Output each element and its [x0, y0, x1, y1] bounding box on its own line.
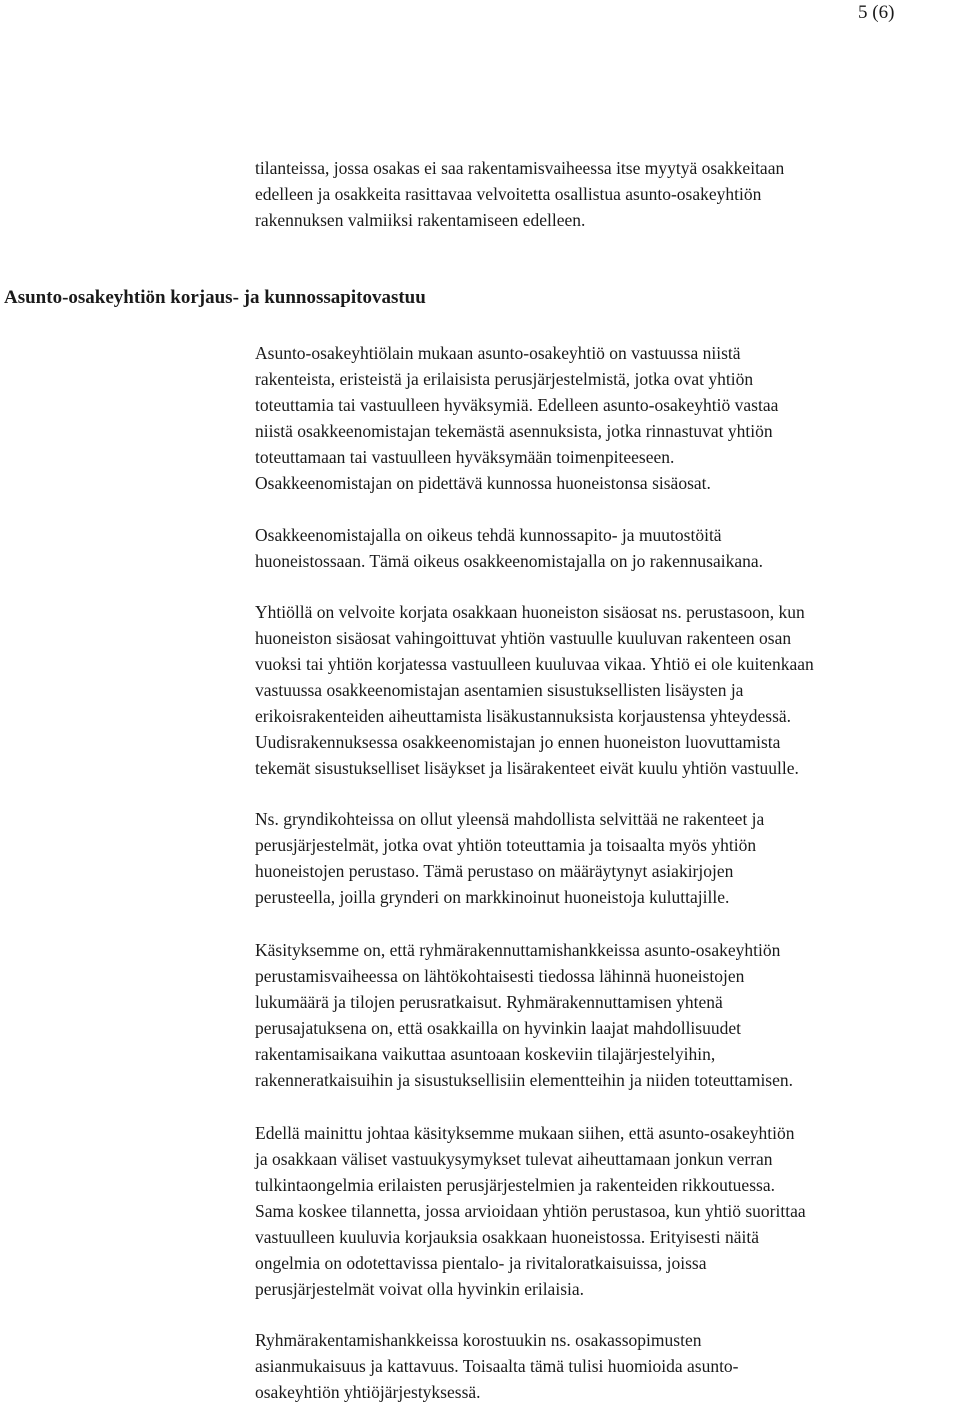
text-line: ongelmia on odotettavissa pientalo- ja rivitaloratkaisuissa, joissa — [255, 1253, 707, 1273]
text-line: ja osakkaan väliset vastuukysymykset tulevat aiheuttamaan jonkun verran — [255, 1149, 773, 1169]
text-line: tekemät sisustukselliset lisäykset ja lisärakenteet eivät kuulu yhtiön vastuulle. — [255, 758, 799, 778]
text-line: erikoisrakenteiden aiheuttamista lisäkustannuksista korjaustensa yhteydessä. — [255, 706, 792, 726]
text-line: perusjärjestelmät voivat olla hyvinkin erilaisia. — [255, 1279, 585, 1299]
text-line: Ns. gryndikohteissa on ollut yleensä mahdollista selvittää ne rakenteet ja — [255, 809, 765, 829]
text-line: rakentamisaikana vaikuttaa asuntoaan koskeviin tilajärjestelyihin, — [255, 1044, 716, 1064]
text-line: rakenteista, eristeistä ja erilaisista perusjärjestelmistä, jotka ovat yhtiön — [255, 369, 754, 389]
intro-paragraph — [255, 155, 784, 233]
text-line: Edellä mainittu johtaa käsityksemme mukaan siihen, että asunto-osakeyhtiön — [255, 1123, 795, 1143]
text-line: lukumäärä ja tilojen perusratkaisut. Ryhmärakennuttamisen yhtenä — [255, 992, 723, 1012]
text-line: osakeyhtiön yhtiöjärjestyksessä. — [255, 1382, 481, 1402]
paragraph-6 — [255, 1120, 806, 1302]
text-line: perustamisvaiheessa on lähtökohtaisesti tiedossa lähinnä huoneistojen — [255, 966, 745, 986]
paragraph-1 — [255, 340, 778, 496]
page-number: 5 (6) — [858, 2, 895, 23]
text-line: tulkintaongelmia erilaisten perusjärjestelmien ja rakenteiden rikkoutuessa. — [255, 1175, 775, 1195]
text-line: huoneistojen perustaso. Tämä perustaso on määräytynyt asiakirjojen — [255, 861, 734, 881]
paragraph-3 — [255, 599, 814, 781]
section-heading: Asunto-osakeyhtiön korjaus- ja kunnossapitovastuu — [4, 287, 426, 308]
paragraph-4 — [255, 806, 764, 910]
text-line: Osakkeenomistajalla on oikeus tehdä kunnossapito- ja muutostöitä — [255, 525, 722, 545]
text-line: tilanteissa, jossa osakas ei saa rakentamisvaiheessa itse myytyä osakkeitaan — [255, 158, 785, 178]
paragraph-5 — [255, 937, 793, 1093]
text-line: niistä osakkeenomistajan tekemästä asennuksista, jotka rinnastuvat yhtiön — [255, 421, 773, 441]
text-line: edelleen ja osakkeita rasittavaa velvoitetta osallistua asunto-osakeyhtiön — [255, 184, 762, 204]
paragraph-2 — [255, 522, 763, 574]
text-line: rakennuksen valmiiksi rakentamiseen edelleen. — [255, 210, 586, 230]
text-line: perusjärjestelmät, jotka ovat yhtiön toteuttamia ja toisaalta myös yhtiön — [255, 835, 757, 855]
text-line: rakenneratkaisuihin ja sisustuksellisiin elementteihin ja niiden toteuttamisen. — [255, 1070, 794, 1090]
paragraph-7 — [255, 1327, 739, 1405]
text-line: Sama koskee tilannetta, jossa arvioidaan yhtiön perustasoa, kun yhtiö suorittaa — [255, 1201, 806, 1221]
text-line: huoneistossaan. Tämä oikeus osakkeenomistajalla on jo rakennusaikana. — [255, 551, 764, 571]
text-line: asianmukaisuus ja kattavuus. Toisaalta tämä tulisi huomioida asunto- — [255, 1356, 739, 1376]
text-line: perusteella, joilla grynderi on markkinoinut huoneistoja kuluttajille. — [255, 887, 730, 907]
text-line: Osakkeenomistajan on pidettävä kunnossa huoneistonsa sisäosat. — [255, 473, 711, 493]
text-line: vastuussa osakkeenomistajan asentamien sisustuksellisten lisäysten ja — [255, 680, 744, 700]
text-line: Uudisrakennuksessa osakkeenomistajan jo ennen huoneiston luovuttamista — [255, 732, 781, 752]
text-line: Ryhmärakentamishankkeissa korostuukin ns. osakassopimusten — [255, 1330, 702, 1350]
text-line: toteuttamaan tai vastuulleen hyväksymään toimenpiteeseen. — [255, 447, 675, 467]
text-line: vuoksi tai yhtiön korjatessa vastuulleen kuuluvaa vikaa. Yhtiö ei ole kuitenkaan — [255, 654, 814, 674]
text-line: vastuulleen kuuluvia korjauksia osakkaan huoneistossa. Erityisesti näitä — [255, 1227, 759, 1247]
text-line: toteuttamia tai vastuulleen hyväksymiä. Edelleen asunto-osakeyhtiö vastaa — [255, 395, 779, 415]
text-line: huoneiston sisäosat vahingoittuvat yhtiön vastuulle kuuluvan rakenteen osan — [255, 628, 792, 648]
text-line: Yhtiöllä on velvoite korjata osakkaan huoneiston sisäosat ns. perustasoon, kun — [255, 602, 805, 622]
text-line: Asunto-osakeyhtiölain mukaan asunto-osakeyhtiö on vastuussa niistä — [255, 343, 741, 363]
text-line: perusajatuksena on, että osakkailla on hyvinkin laajat mahdollisuudet — [255, 1018, 741, 1038]
text-line: Käsityksemme on, että ryhmärakennuttamishankkeissa asunto-osakeyhtiön — [255, 940, 781, 960]
